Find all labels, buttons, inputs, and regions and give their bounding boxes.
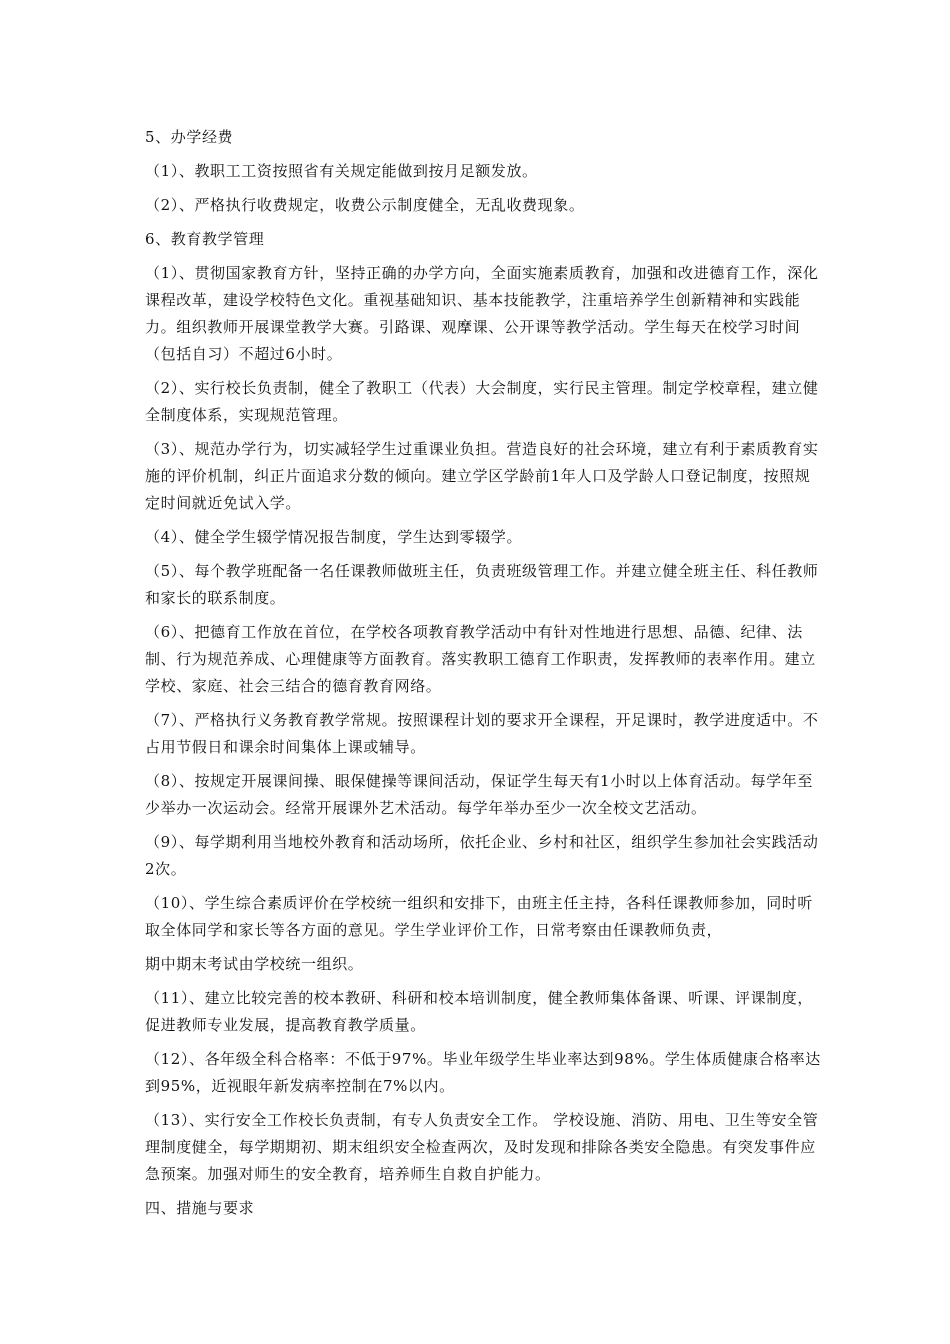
paragraph: （3）、规范办学行为，切实减轻学生过重课业负担。营造良好的社会环境，建立有利于素质教育实施的评价机制，纠正片面追求分数的倾向。建立学区学龄前1年人口及学龄人口登记制度，按照规定时间就近免试入学。 — [145, 440, 819, 512]
paragraph: （4）、健全学生辍学情况报告制度，学生达到零辍学。 — [145, 528, 523, 546]
section-heading-measures: 四、措施与要求 — [145, 1199, 255, 1217]
document-body — [145, 124, 825, 1229]
paragraph: （13）、实行安全工作校长负责制，有专人负责安全工作。 学校设施、消防、用电、卫生等安全管理制度健全，每学期期初、期末组织安全检查两次，及时发现和排除各类安全隐患。有突发事件应急预案。加强对师生的安全教育，培养师生自救自护能力。 — [145, 1111, 819, 1183]
paragraph: （2）、严格执行收费规定，收费公示制度健全，无乱收费现象。 — [145, 196, 585, 214]
paragraph: （1）、教职工工资按照省有关规定能做到按月足额发放。 — [145, 162, 538, 180]
paragraph: （9）、每学期利用当地校外教育和活动场所，依托企业、乡村和社区，组织学生参加社会实践活动2次。 — [145, 833, 819, 878]
paragraph: （8）、按规定开展课间操、眼保健操等课间活动，保证学生每天有1小时以上体育活动。每学年至少举办一次运动会。经常开展课外艺术活动。每学年举办至少一次全校文艺活动。 — [145, 772, 813, 817]
paragraph: （12）、各年级全科合格率：不低于97%。毕业年级学生毕业率达到98%。学生体质健康合格率达到95%，近视眼年新发病率控制在7%以内。 — [145, 1050, 821, 1095]
section-heading-teaching-management: 6、教育教学管理 — [145, 230, 265, 248]
paragraph: （6）、把德育工作放在首位，在学校各项教育教学活动中有针对性地进行思想、品德、纪律、法制、行为规范养成、心理健康等方面教育。落实教职工德育工作职责，发挥教师的表率作用。建立学校、家庭、社会三结合的德育教育网络。 — [145, 623, 816, 695]
paragraph: （1）、贯彻国家教育方针，坚持正确的办学方向，全面实施素质教育，加强和改进德育工作，深化课程改革，建设学校特色文化。重视基础知识、基本技能教学，注重培养学生创新精神和实践能力。组织教师开展课堂教学大赛。引路课、观摩课、公开课等教学活动。学生每天在校学习时间（包括自习）不超过6小时。 — [145, 264, 819, 363]
paragraph: （5）、每个教学班配备一名任课教师做班主任，负责班级管理工作。并建立健全班主任、科任教师和家长的联系制度。 — [145, 562, 819, 607]
paragraph: （7）、严格执行义务教育教学常规。按照课程计划的要求开全课程，开足课时，教学进度适中。不占用节假日和课余时间集体上课或辅导。 — [145, 711, 819, 756]
paragraph: （10）、学生综合素质评价在学校统一组织和安排下，由班主任主持，各科任课教师参加，同时听取全体同学和家长等各方面的意见。学生学业评价工作，日常考察由任课教师负责， — [145, 894, 813, 939]
paragraph: （11）、建立比较完善的校本教研、科研和校本培训制度，健全教师集体备课、听课、评课制度，促进教师专业发展，提高教育教学质量。 — [145, 989, 813, 1034]
paragraph: 期中期末考试由学校统一组织。 — [145, 955, 364, 973]
paragraph: （2）、实行校长负责制，健全了教职工（代表）大会制度，实行民主管理。制定学校章程，建立健全制度体系，实现规范管理。 — [145, 379, 819, 424]
section-heading-funding: 5、办学经费 — [145, 128, 234, 146]
